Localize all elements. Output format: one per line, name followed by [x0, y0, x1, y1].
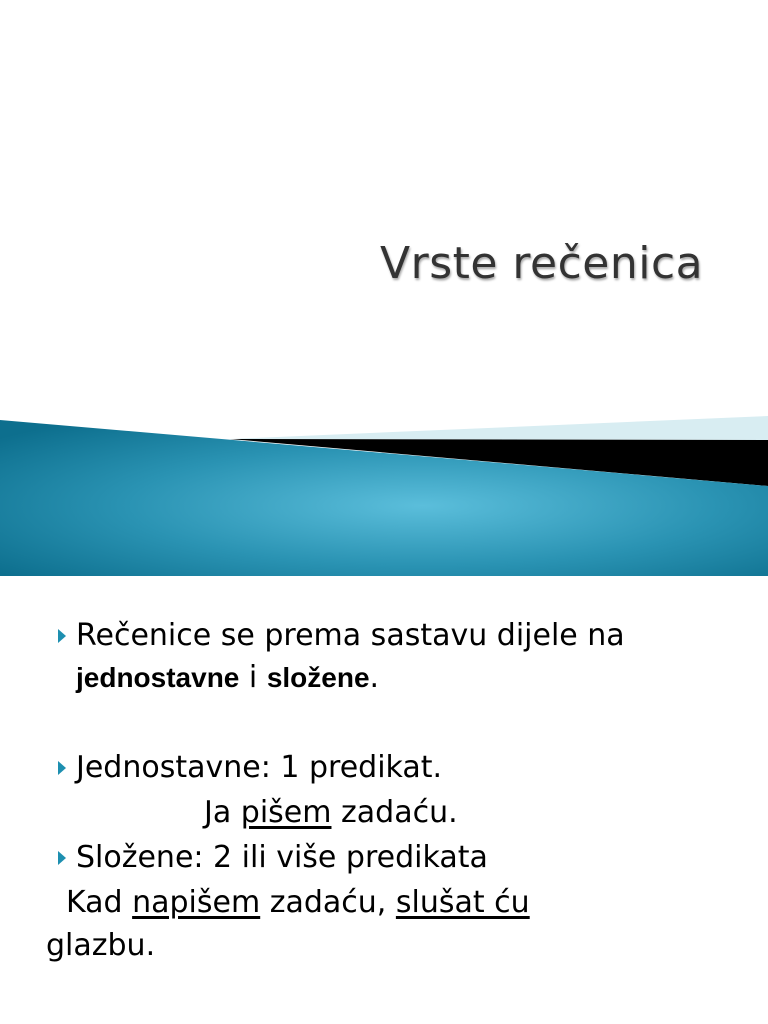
item-3-example-line2: glazbu.: [46, 928, 156, 963]
decorative-banner: [0, 400, 768, 576]
item-1-text: Rečenice se prema sastavu dijele na: [76, 618, 625, 653]
underlined-predicate: pišem: [240, 795, 332, 830]
bullet-icon: [58, 629, 66, 643]
item-2-text: Jednostavne: 1 predikat.: [76, 750, 443, 785]
underlined-predicate: napišem: [132, 885, 261, 920]
slide-title: Vrste rečenica: [380, 238, 704, 289]
bullet-icon: [58, 761, 66, 775]
bullet-icon: [58, 851, 66, 865]
period-text: .: [369, 660, 380, 695]
item-3-example: [66, 881, 530, 925]
example-pre: Kad: [66, 885, 133, 920]
bold-jednostavne: jednostavne: [76, 662, 240, 693]
item-1-line2: [76, 656, 379, 700]
item-2-example: [204, 791, 458, 835]
example-mid: zadaću,: [260, 885, 396, 920]
item-3-text: Složene: 2 ili više predikata: [76, 840, 488, 875]
bold-slozene: složene: [266, 662, 370, 693]
example-pre: Ja: [204, 795, 241, 830]
underlined-predicate: slušat ću: [395, 885, 530, 920]
connector-text: i: [239, 660, 267, 695]
example-post: zadaću.: [331, 795, 458, 830]
